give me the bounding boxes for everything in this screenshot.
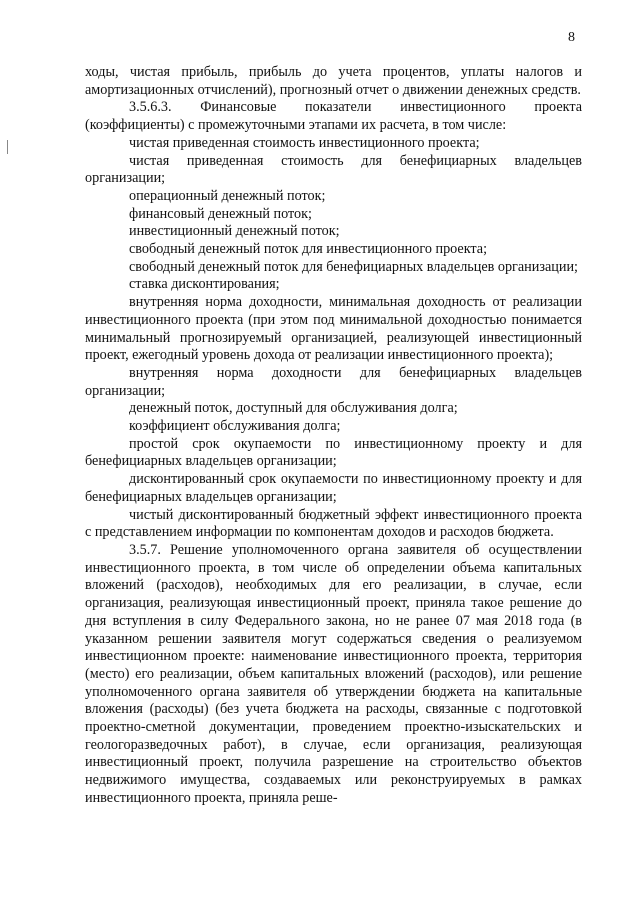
document-body bbox=[85, 64, 582, 808]
paragraph: ходы, чистая прибыль, прибыль до учета процентов, уплаты налогов и амортизационных отчислений), прогнозный отчет о движении денежных средств. bbox=[85, 64, 582, 98]
paragraph: чистый дисконтированный бюджетный эффект инвестиционного проекта с представлением информации по компонентам доходов и расходов бюджета. bbox=[85, 506, 582, 541]
paragraph: финансовый денежный поток; bbox=[129, 205, 312, 222]
paragraph: 3.5.7. Решение уполномоченного органа заявителя об осуществлении инвестиционного проекта, в том числе об определении объема капитальных вложений (расходов), необходимых для его реализации, в случае, если организация, реализующая инвестиционный проект, приняла такое решение до дня вступления в силу Федерального закона, но не ранее 07 мая 2018 года (в указанном решении заявителя могут содержаться сведения о реализуемом инвестиционном проекте: наименование инвестиционного проекта, территория (место) его реализации, объем капитальных вложений (расходов), или решение уполномоченного органа заявителя об утверждении бюджета на капитальные вложения (расходы) (без учета бюджета на расходы, связанные с подготовкой проектно-сметной документации, проведением проектно-изыскательских и геологоразведочных работ), в случае, если организация, реализующая инвестиционный проект, получила разрешение на строительство объектов недвижимого имущества, создаваемых или реконструируемых в рамках инвестиционного проекта, приняла реше- bbox=[85, 541, 582, 806]
paragraph: ставка дисконтирования; bbox=[129, 276, 280, 293]
paragraph: внутренняя норма доходности, минимальная доходность от реализации инвестиционного проекта (при этом под минимальной доходностью понимается минимальный прогнозируемый организацией, реализующей инвестиционный проект, ежегодный уровень дохода от реализации инвестиционного проекта); bbox=[85, 294, 582, 364]
paragraph: операционный денежный поток; bbox=[129, 187, 326, 204]
paragraph: денежный поток, доступный для обслуживания долга; bbox=[129, 400, 458, 417]
scan-mark bbox=[7, 140, 8, 154]
paragraph: внутренняя норма доходности для бенефициарных владельцев организации; bbox=[85, 364, 582, 399]
paragraph: чистая приведенная стоимость инвестиционного проекта; bbox=[129, 134, 480, 151]
paragraph: дисконтированный срок окупаемости по инвестиционному проекту и для бенефициарных владельцев организации; bbox=[85, 471, 582, 505]
paragraph: коэффициент обслуживания долга; bbox=[129, 418, 341, 435]
paragraph: свободный денежный поток для бенефициарных владельцев организации; bbox=[129, 258, 578, 275]
paragraph: свободный денежный поток для инвестиционного проекта; bbox=[129, 241, 488, 258]
page-number: 8 bbox=[568, 30, 575, 45]
paragraph: инвестиционный денежный поток; bbox=[129, 223, 340, 240]
paragraph: простой срок окупаемости по инвестиционному проекту и для бенефициарных владельцев организации; bbox=[85, 435, 582, 470]
paragraph: 3.5.6.3. Финансовые показатели инвестиционного проекта (коэффициенты) с промежуточными этапами их расчета, в том числе: bbox=[85, 99, 582, 134]
paragraph: чистая приведенная стоимость для бенефициарных владельцев организации; bbox=[85, 152, 582, 187]
